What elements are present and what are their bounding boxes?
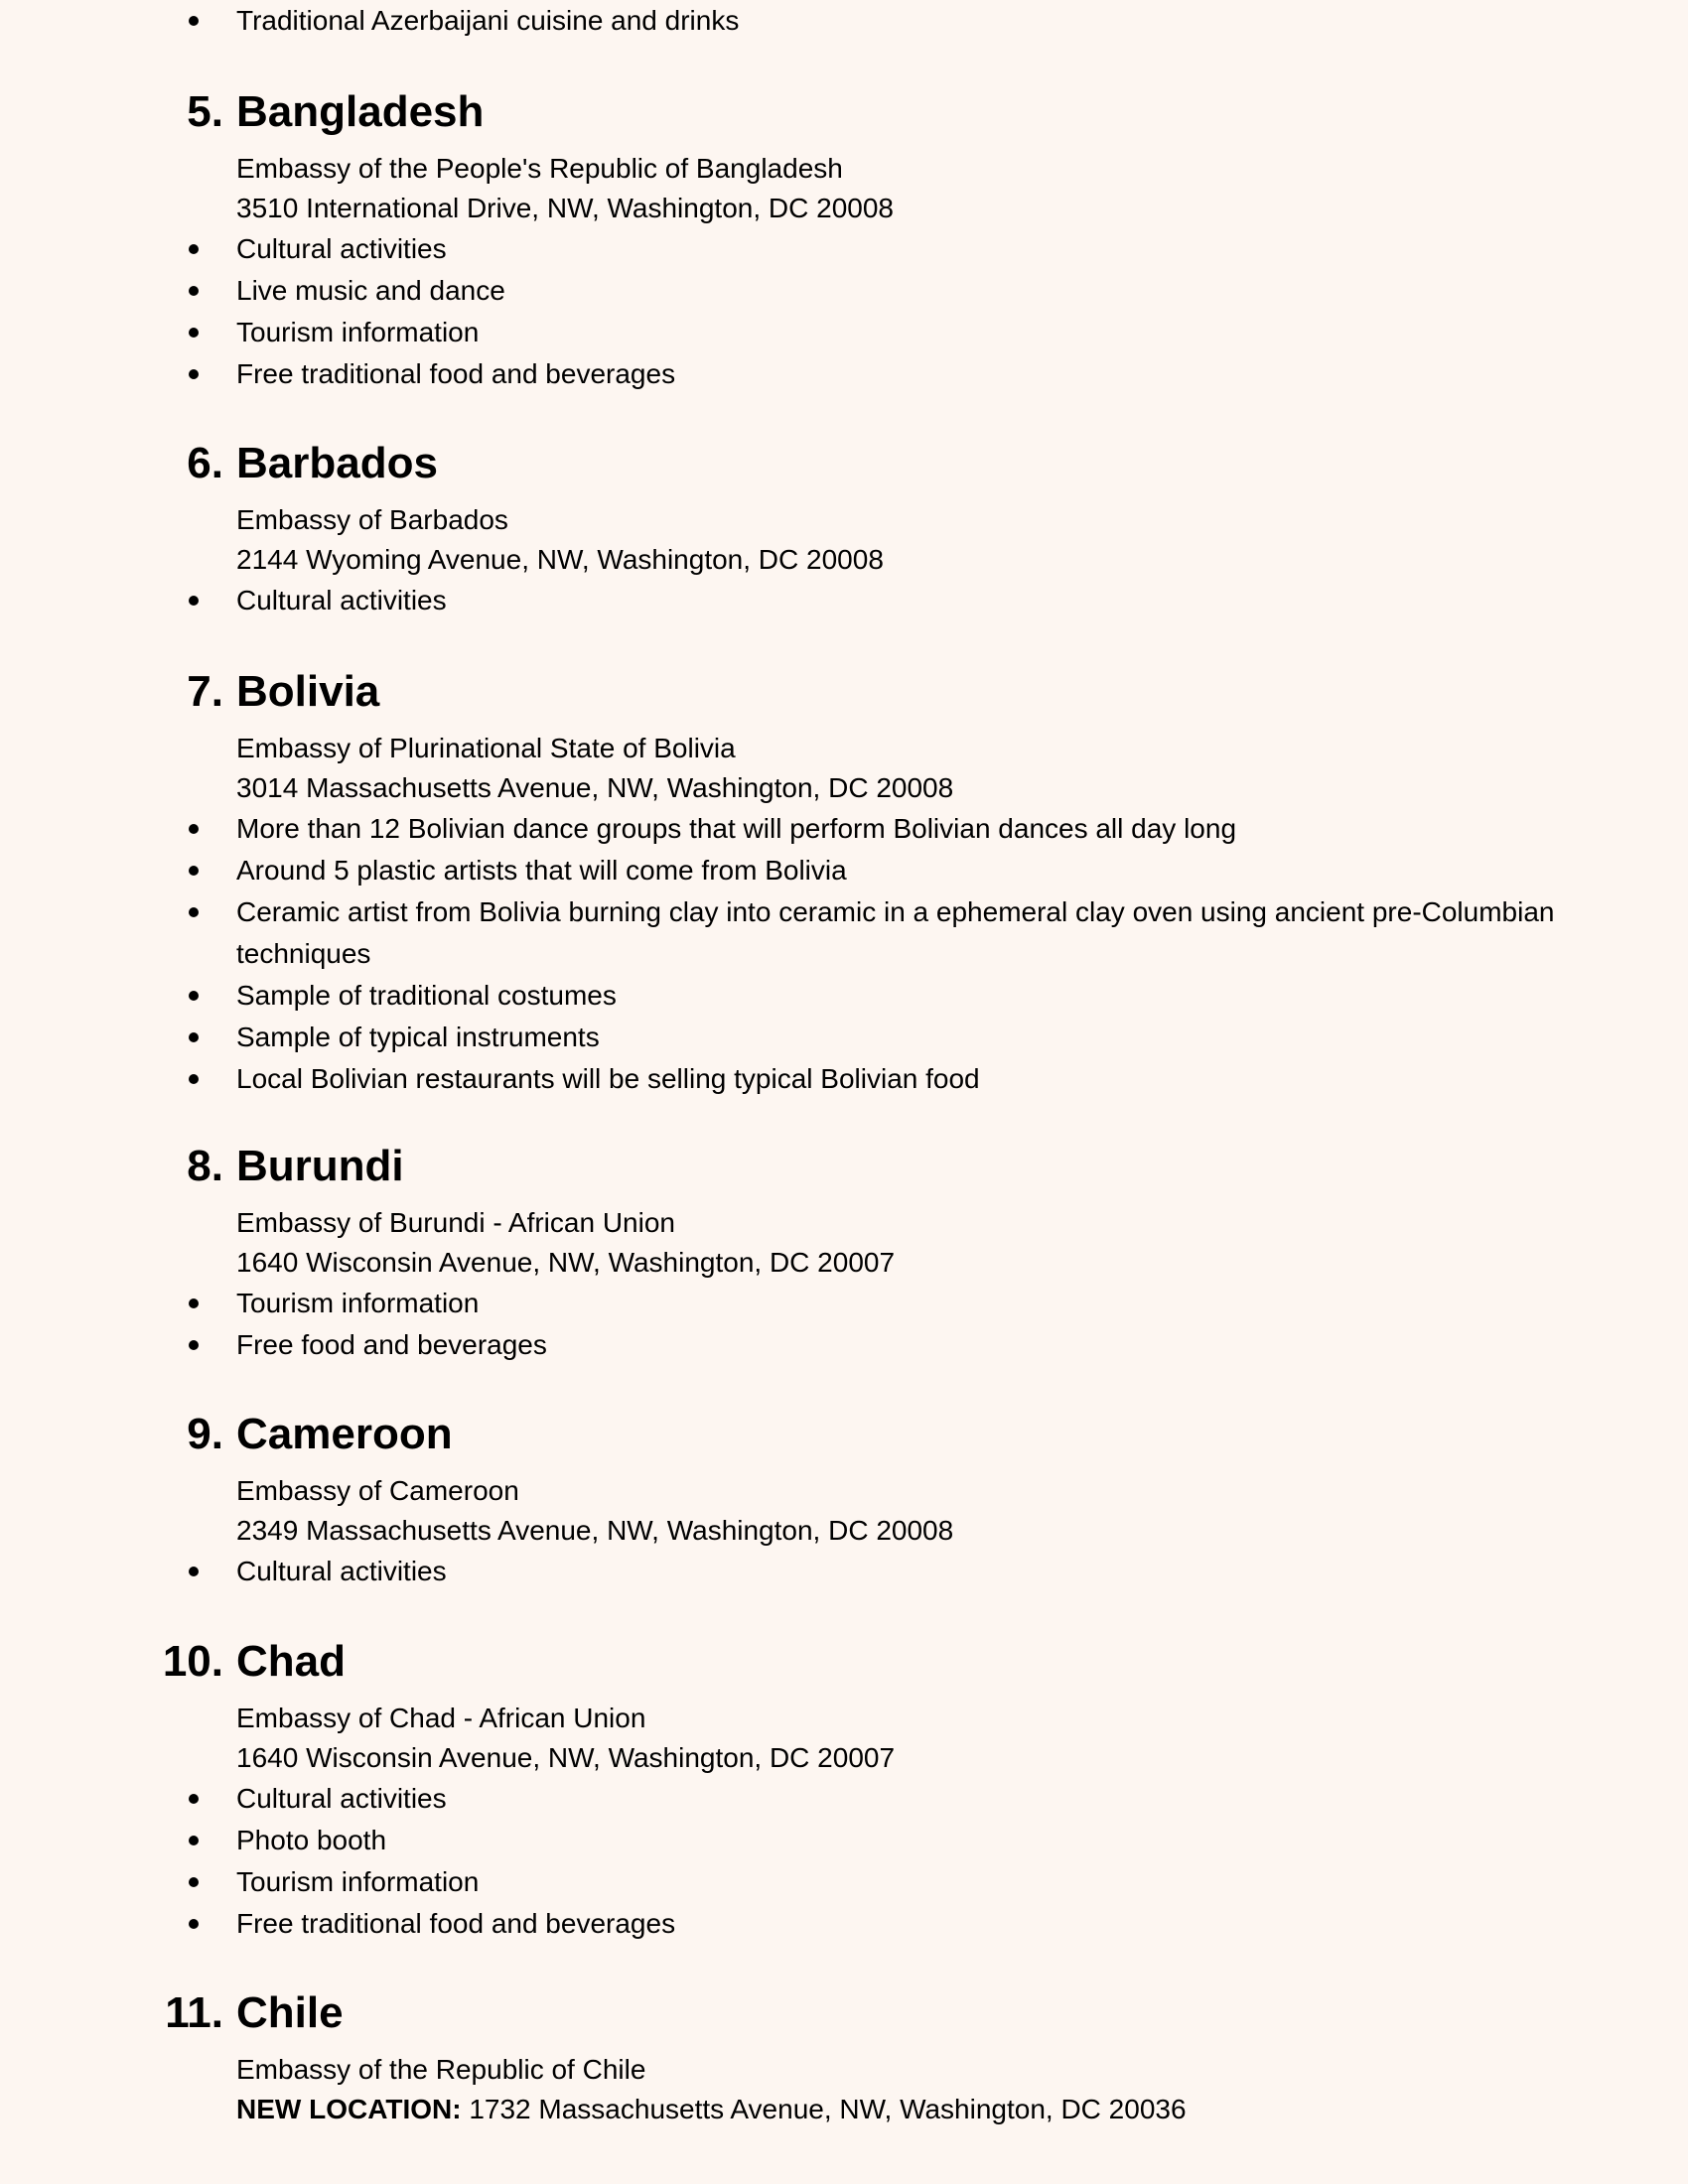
bullet-icon xyxy=(189,286,199,296)
bullet-icon xyxy=(189,1836,199,1845)
section-number: 7. xyxy=(187,667,223,716)
section-heading xyxy=(0,427,1688,500)
embassy-name: Embassy of the Republic of Chile xyxy=(236,2054,646,2085)
section-burundi xyxy=(0,1130,1688,1366)
section-title: Chad xyxy=(236,1637,346,1686)
section-title: Chile xyxy=(236,1988,344,2037)
bullet-icon xyxy=(189,369,199,379)
section-title: Bolivia xyxy=(236,667,380,716)
embassy-address: 2349 Massachusetts Avenue, NW, Washington, DC 20008 xyxy=(236,1515,954,1546)
section-number: 10. xyxy=(162,1637,223,1686)
bullet-icon xyxy=(189,328,199,338)
bullet-icon xyxy=(189,596,199,606)
section-title: Burundi xyxy=(236,1142,404,1190)
section-heading xyxy=(0,1398,1688,1471)
embassy-address xyxy=(0,2090,1688,2129)
list-item: Traditional Azerbaijani cuisine and drinks xyxy=(0,0,1688,42)
bullet-icon xyxy=(189,1074,199,1084)
section-cameroon xyxy=(0,1398,1688,1592)
list-item: Photo booth xyxy=(0,1820,1688,1861)
section-bolivia xyxy=(0,655,1688,1100)
section-heading xyxy=(0,655,1688,729)
bullet-icon xyxy=(189,244,199,254)
section-number: 6. xyxy=(187,439,223,487)
embassy-name: Embassy of Cameroon xyxy=(236,1475,519,1506)
section-heading xyxy=(0,75,1688,149)
address-text: 1732 Massachusetts Avenue, NW, Washington, DC 20036 xyxy=(469,2094,1187,2124)
embassy-name: Embassy of the People's Republic of Bangladesh xyxy=(236,153,843,184)
section-heading xyxy=(0,1130,1688,1203)
list-item: Free traditional food and beverages xyxy=(0,353,1688,395)
list-item: Cultural activities xyxy=(0,1551,1688,1592)
list-item: Free food and beverages xyxy=(0,1324,1688,1366)
list-item: Tourism information xyxy=(0,1861,1688,1903)
list-item: Free traditional food and beverages xyxy=(0,1903,1688,1945)
embassy-address: 2144 Wyoming Avenue, NW, Washington, DC 20008 xyxy=(236,544,884,575)
list-item: Cultural activities xyxy=(0,228,1688,270)
list-item: Local Bolivian restaurants will be selling typical Bolivian food xyxy=(0,1058,1688,1100)
intro-list xyxy=(0,0,1688,42)
embassy-address: 3510 International Drive, NW, Washington, DC 20008 xyxy=(236,193,894,223)
embassy-name: Embassy of Chad - African Union xyxy=(236,1703,646,1733)
list-item: More than 12 Bolivian dance groups that will perform Bolivian dances all day long xyxy=(0,808,1688,850)
bullet-icon xyxy=(189,866,199,876)
embassy-name: Embassy of Barbados xyxy=(236,504,508,535)
bullet-icon xyxy=(189,1298,199,1308)
embassy-address: 1640 Wisconsin Avenue, NW, Washington, DC 20007 xyxy=(236,1742,896,1773)
section-barbados xyxy=(0,427,1688,621)
section-heading xyxy=(0,1977,1688,2050)
bullet-icon xyxy=(189,1567,199,1576)
section-title: Barbados xyxy=(236,439,438,487)
list-item: Ceramic artist from Bolivia burning clay into ceramic in a ephemeral clay oven using ancient pre-Columbian techniques xyxy=(0,891,1688,975)
new-location-label: NEW LOCATION: xyxy=(236,2094,462,2124)
section-heading xyxy=(0,1625,1688,1699)
list-item: Cultural activities xyxy=(0,1778,1688,1820)
section-bangladesh xyxy=(0,75,1688,395)
list-item: Live music and dance xyxy=(0,270,1688,312)
bullet-icon xyxy=(189,824,199,834)
section-number: 9. xyxy=(187,1410,223,1458)
embassy-name: Embassy of Plurinational State of Bolivia xyxy=(236,733,736,763)
bullet-icon xyxy=(189,16,199,26)
section-number: 11. xyxy=(165,1988,223,2037)
embassy-address: 3014 Massachusetts Avenue, NW, Washington, DC 20008 xyxy=(236,772,954,803)
list-item: Around 5 plastic artists that will come from Bolivia xyxy=(0,850,1688,891)
list-item: Sample of typical instruments xyxy=(0,1017,1688,1058)
bullet-icon xyxy=(189,1794,199,1804)
list-item: Cultural activities xyxy=(0,580,1688,621)
list-item: Sample of traditional costumes xyxy=(0,975,1688,1017)
section-number: 5. xyxy=(187,87,223,136)
embassy-name: Embassy of Burundi - African Union xyxy=(236,1207,675,1238)
section-title: Bangladesh xyxy=(236,87,485,136)
bullet-icon xyxy=(189,991,199,1001)
bullet-icon xyxy=(189,1919,199,1929)
bullet-icon xyxy=(189,1877,199,1887)
section-title: Cameroon xyxy=(236,1410,453,1458)
bullet-icon xyxy=(189,907,199,917)
section-chile xyxy=(0,1977,1688,2129)
bullet-icon xyxy=(189,1032,199,1042)
embassy-address: 1640 Wisconsin Avenue, NW, Washington, DC 20007 xyxy=(236,1247,896,1278)
section-number: 8. xyxy=(187,1142,223,1190)
section-chad xyxy=(0,1625,1688,1945)
list-item: Tourism information xyxy=(0,312,1688,353)
bullet-icon xyxy=(189,1340,199,1350)
list-item: Tourism information xyxy=(0,1283,1688,1324)
